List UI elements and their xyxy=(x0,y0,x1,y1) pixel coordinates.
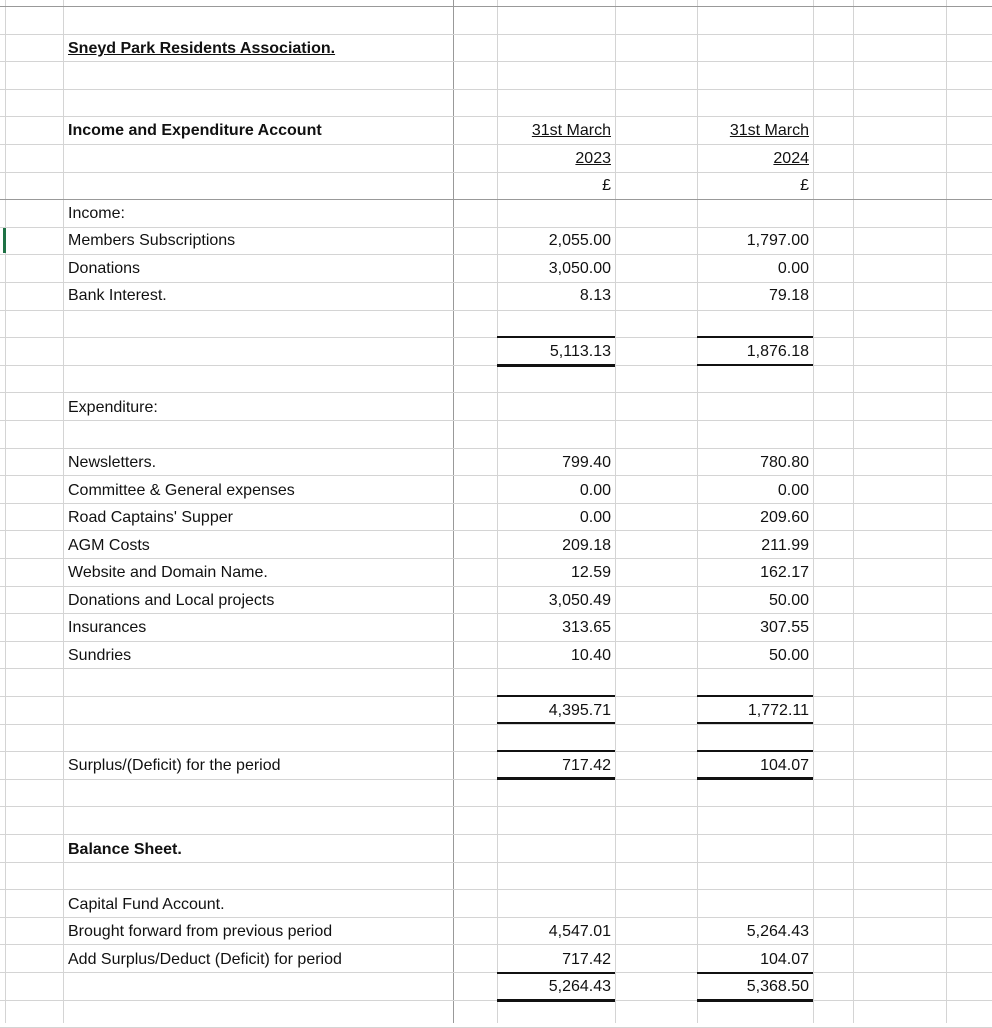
org-title[interactable]: Sneyd Park Residents Association. xyxy=(68,40,336,57)
row-label[interactable]: Members Subscriptions xyxy=(68,232,236,249)
value-2023[interactable]: 2,055.00 xyxy=(548,232,611,249)
row-gridline xyxy=(0,172,992,173)
value-2024[interactable]: 211.99 xyxy=(761,537,809,554)
border-double-bottom xyxy=(697,999,813,1002)
value-2023[interactable]: 799.40 xyxy=(562,454,611,471)
income-total-2023[interactable]: 5,113.13 xyxy=(549,343,611,360)
row-label[interactable]: Road Captains' Supper xyxy=(68,509,233,526)
col-header-2023-year[interactable]: 2023 xyxy=(575,150,611,167)
value-2023[interactable]: 717.42 xyxy=(562,951,611,968)
border-double-bottom xyxy=(497,999,615,1002)
value-2024[interactable]: 780.80 xyxy=(760,454,809,471)
value-2024[interactable]: 104.07 xyxy=(760,951,809,968)
row-gridline xyxy=(0,89,992,90)
value-2023[interactable]: 3,050.00 xyxy=(548,260,611,277)
value-2024[interactable]: 50.00 xyxy=(768,647,809,664)
row-gridline xyxy=(0,779,992,780)
row-label[interactable]: Newsletters. xyxy=(68,454,157,471)
value-2023[interactable]: 3,050.49 xyxy=(548,592,611,609)
value-2024[interactable]: 50.00 xyxy=(768,592,809,609)
row-label[interactable]: AGM Costs xyxy=(68,537,150,554)
col-header-2024-currency[interactable]: £ xyxy=(800,177,809,194)
section-heading-income-expenditure[interactable]: Income and Expenditure Account xyxy=(68,122,322,139)
value-2024[interactable]: 0.00 xyxy=(777,482,809,499)
value-2023[interactable]: 8.13 xyxy=(579,287,611,304)
value-2024[interactable]: 0.00 xyxy=(777,260,809,277)
value-2024[interactable]: 79.18 xyxy=(768,287,809,304)
value-2024[interactable]: 1,797.00 xyxy=(746,232,809,249)
row-label[interactable]: Bank Interest. xyxy=(68,287,167,304)
row-gridline xyxy=(0,199,992,200)
value-2023[interactable]: 0.00 xyxy=(579,509,611,526)
column-gridline xyxy=(946,0,947,1023)
row-gridline xyxy=(0,806,992,807)
border-bottom xyxy=(697,722,813,724)
row-gridline xyxy=(0,696,992,697)
row-selection-indicator xyxy=(3,228,6,253)
column-gridline xyxy=(63,0,64,1023)
value-2023[interactable]: 10.40 xyxy=(570,647,611,664)
expenditure-total-2023[interactable]: 4,395.71 xyxy=(548,702,611,719)
surplus-2024[interactable]: 104.07 xyxy=(760,757,809,774)
value-2023[interactable]: 313.65 xyxy=(562,619,611,636)
row-gridline xyxy=(0,6,992,7)
border-double-bottom xyxy=(497,364,615,367)
column-gridline xyxy=(853,0,854,1023)
row-gridline xyxy=(0,144,992,145)
row-label[interactable]: Donations and Local projects xyxy=(68,592,275,609)
row-gridline xyxy=(0,365,992,366)
income-total-2024[interactable]: 1,876.18 xyxy=(746,343,809,360)
value-2023[interactable]: 0.00 xyxy=(579,482,611,499)
row-gridline xyxy=(0,337,992,338)
col-header-2023-currency[interactable]: £ xyxy=(602,177,611,194)
capital-total-2023[interactable]: 5,264.43 xyxy=(548,978,611,995)
row-label[interactable]: Donations xyxy=(68,260,141,277)
border-double-bottom xyxy=(697,777,813,780)
border-bottom xyxy=(497,722,615,724)
row-gridline xyxy=(0,392,992,393)
value-2024[interactable]: 162.17 xyxy=(760,564,809,581)
balance-sheet-heading[interactable]: Balance Sheet. xyxy=(68,841,182,858)
value-2023[interactable]: 209.18 xyxy=(562,537,611,554)
income-heading[interactable]: Income: xyxy=(68,205,125,222)
row-gridline xyxy=(0,310,992,311)
row-label[interactable]: Committee & General expenses xyxy=(68,482,295,499)
row-label[interactable]: Sundries xyxy=(68,647,132,664)
border-double-bottom xyxy=(497,777,615,780)
col-header-2024-line1[interactable]: 31st March xyxy=(729,122,809,139)
column-gridline xyxy=(453,0,454,1023)
value-2023[interactable]: 4,547.01 xyxy=(548,923,611,940)
row-gridline xyxy=(0,668,992,669)
border-bottom xyxy=(697,364,813,366)
row-gridline xyxy=(0,1000,992,1001)
column-gridline xyxy=(813,0,814,1023)
col-header-2024-year[interactable]: 2024 xyxy=(773,150,809,167)
row-label[interactable]: Brought forward from previous period xyxy=(68,923,333,940)
capital-fund-heading[interactable]: Capital Fund Account. xyxy=(68,896,225,913)
row-gridline xyxy=(0,724,992,725)
col-header-2023-line1[interactable]: 31st March xyxy=(531,122,611,139)
expenditure-heading[interactable]: Expenditure: xyxy=(68,399,158,416)
row-gridline xyxy=(0,641,992,642)
row-gridline xyxy=(0,254,992,255)
row-label[interactable]: Website and Domain Name. xyxy=(68,564,268,581)
surplus-2023[interactable]: 717.42 xyxy=(562,757,611,774)
value-2024[interactable]: 209.60 xyxy=(760,509,809,526)
row-gridline xyxy=(0,834,992,835)
row-label[interactable]: Insurances xyxy=(68,619,147,636)
value-2024[interactable]: 5,264.43 xyxy=(746,923,809,940)
column-gridline xyxy=(5,0,6,1023)
value-2023[interactable]: 12.59 xyxy=(570,564,611,581)
column-gridline xyxy=(615,0,616,1023)
value-2024[interactable]: 307.55 xyxy=(760,619,809,636)
expenditure-total-2024[interactable]: 1,772.11 xyxy=(747,702,809,719)
row-gridline xyxy=(0,889,992,890)
capital-total-2024[interactable]: 5,368.50 xyxy=(746,978,809,995)
row-label[interactable]: Add Surplus/Deduct (Deficit) for period xyxy=(68,951,342,968)
surplus-label[interactable]: Surplus/(Deficit) for the period xyxy=(68,757,281,774)
